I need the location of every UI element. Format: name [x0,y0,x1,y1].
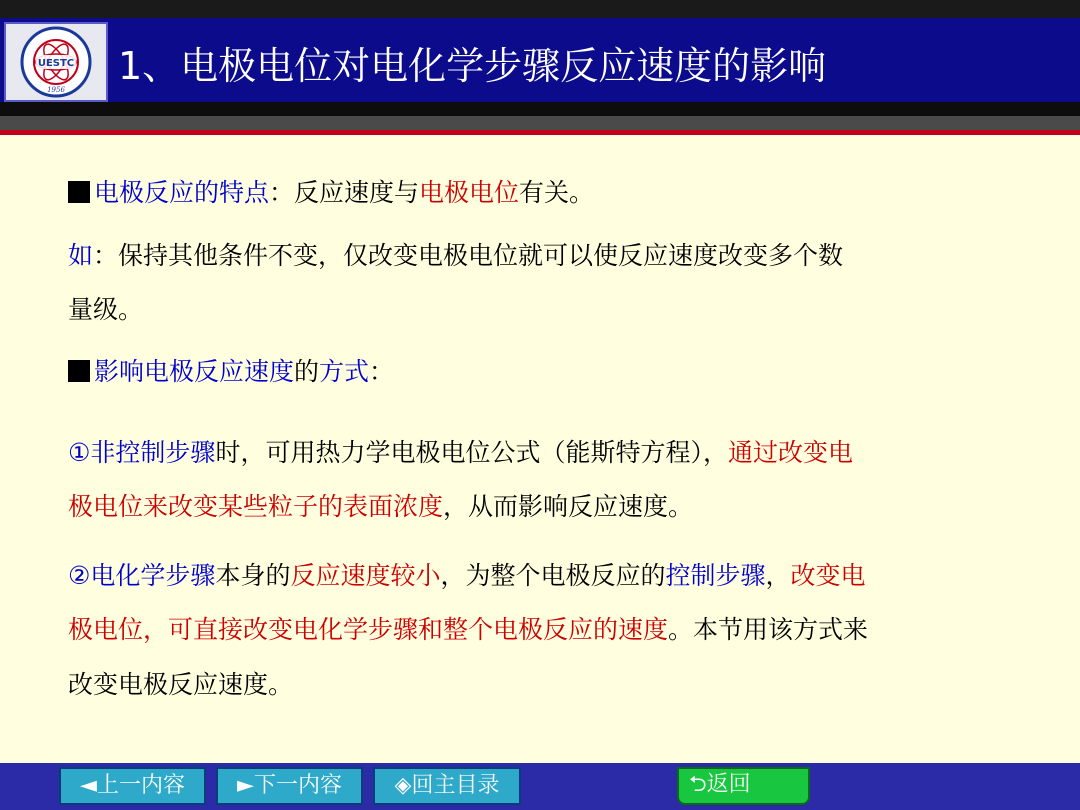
content-line-8 [68,601,1038,659]
text-span: 电化学步骤 [90,561,216,590]
text-span: 控制步骤 [665,561,766,590]
text-span: 反应速度较小 [290,561,441,590]
text-span: 量级。 [68,295,144,324]
text-span: ，从而影响反应速度。 [443,492,694,521]
uestc-logo [4,22,108,102]
top-strip [0,0,1080,18]
next-content-button[interactable]: ►下一内容 [216,767,363,805]
back-button[interactable]: ⮌返回 [677,767,810,805]
text-span: ：反应速度与 [269,178,420,207]
text-span: 极电位来改变某些粒子的表面浓度 [68,492,444,521]
prev-content-button[interactable]: ◄上一内容 [59,767,206,805]
text-span: 。本节用该方式来 [668,615,869,644]
content-line-5 [68,424,1038,482]
text-span: 通过改变电 [727,438,853,467]
content-line-3 [68,281,1038,339]
text-span: ：保持其他条件不变，仅改变电极电位就可以使反应速度改变多个数 [93,241,844,270]
content-line-4 [68,343,1038,401]
text-span: 电极电位 [419,178,520,207]
text-span: ② [68,561,91,590]
text-span: 改变电 [790,561,866,590]
slide-title: 1、电极电位对电化学步骤反应速度的影响 [118,44,827,88]
text-span: 影响电极反应速度 [94,357,295,386]
logo-year: 1956 [47,86,65,94]
home-menu-button[interactable]: ◈回主目录 [373,767,521,805]
text-span: 如 [68,241,94,270]
text-span: ， [765,561,791,590]
content-line-9 [68,656,1038,714]
content-line-1 [68,164,1038,222]
text-span: 电极反应的特点 [94,178,270,207]
bullet-square-icon [68,181,90,203]
text-span: 极电位，可直接改变电化学步骤和整个电极反应的速度 [68,615,669,644]
text-span: ① [68,438,91,467]
content-line-2 [68,227,1038,285]
text-span: 有关。 [519,178,595,207]
text-span: 非控制步骤 [90,438,216,467]
content-line-6 [68,478,1038,536]
text-span: 时，可用热力学电极电位公式（能斯特方程）， [215,438,728,467]
logo-text: UESTC [37,58,75,69]
text-span: 改变电极反应速度。 [68,670,294,699]
text-span: 本身的 [215,561,291,590]
text-span: 的 [294,357,320,386]
header-band-dark [0,102,1080,116]
text-span: ： [369,357,395,386]
text-span: ，为整个电极反应的 [440,561,666,590]
bullet-square-icon [68,360,90,382]
header-band-grey [0,116,1080,130]
text-span: 方式 [319,357,370,386]
content-line-7 [68,547,1038,605]
